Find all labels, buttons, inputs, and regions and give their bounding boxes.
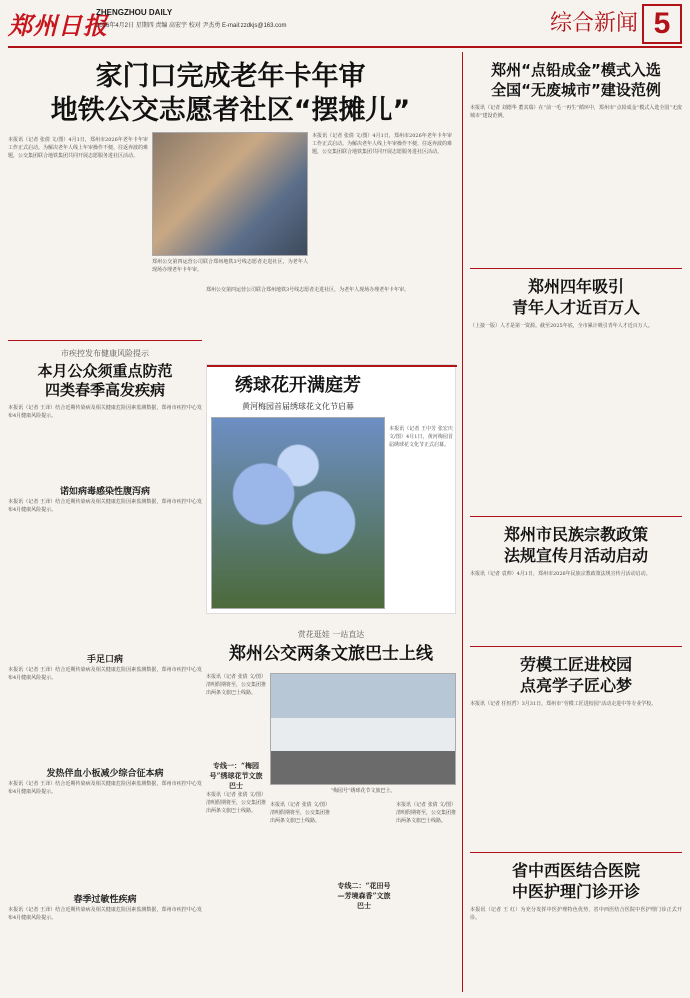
flower-subheadline: 黄河梅园首届绣球花文化节启幕	[242, 402, 354, 411]
lead-headline	[8, 60, 453, 128]
flower-top-rule	[207, 365, 457, 367]
lead-headline-line2: 地铁公交志愿者社区“摆摊儿”	[50, 95, 411, 126]
disease-headline-line2: 四类春季高发疾病	[44, 381, 165, 399]
lead-body-text: 本报讯（记者 张倩 文/图）4月1日，郑州市2026年老年卡年审工作正式启动。为解决老年人线上年审操作不便、往返奔波的难题，公交集团联合地铁集团共同开展志愿服务进社区活动。	[8, 137, 148, 159]
right-article-2-body: （上接一版）人才是第一资源。截至2025年底，全市累计吸引青年人才近百万人。	[470, 323, 653, 329]
bus-body-text: 本报讯（记者 张倩 文/图）清明假期将至，公交集团推出两条文旅巴士线路。	[206, 674, 266, 696]
disease-heading-hfmd: 手足口病	[86, 655, 123, 665]
section-title: 综合新闻	[549, 11, 638, 36]
right-article-3-body: 本报讯（记者 袁帅）4月1日，郑州市2026年民族宗教政策法规宣传月活动启动。	[470, 571, 651, 577]
right-article-5-headline-line1: 省中西医结合医院	[511, 861, 640, 880]
disease-headline-line1: 本月公众须重点防范	[37, 362, 173, 380]
lead-photo-caption: 郑州公交第四运营公司联合郑州地铁3号线志愿者走进社区，为老年人现场办理老年卡年审。	[152, 259, 308, 273]
flower-photo	[211, 417, 385, 609]
right-article-4-body: 本报讯（记者 任恒哲）3月31日，郑州市“劳模工匠进校园”活动走进中等专业学校。	[470, 701, 657, 707]
disease-text-sfts: 本报讯（记者 王译）结合近期传染病及相关健康危险因素监测数据，郑州市疾控中心发布4月健康风险提示。	[8, 781, 202, 795]
disease-kicker: 市疾控发布健康风险提示	[61, 349, 149, 358]
lead-body-text-2: 本报讯（记者 张倩 文/图）4月1日，郑州市2026年老年卡年审工作正式启动。为解决老年人线上年审操作不便、往返奔波的难题，公交集团联合地铁集团共同开展志愿服务进社区活动。	[312, 133, 452, 155]
right-article-3-headline	[470, 524, 682, 566]
newspaper-logo: 郑州日报	[8, 11, 108, 40]
right-divider-2	[470, 516, 682, 517]
right-article-1-headline-line2: 全国“无废城市”建设范例	[491, 81, 661, 99]
masthead	[0, 0, 690, 50]
disease-text-hfmd: 本报讯（记者 王译）结合近期传染病及相关健康危险因素监测数据，郑州市疾控中心发布4月健康风险提示。	[8, 667, 202, 681]
bus-photo-caption: “梅园号”绣球花节文旅巴士。	[330, 788, 396, 794]
right-article-3-headline-line1: 郑州市民族宗教政策	[503, 525, 648, 544]
flower-body-text: 本报讯（记者 王中芳 张宏庆 文/图）4月1日，黄河梅园首届绣球花文化节正式启幕。	[389, 426, 453, 448]
left-divider	[8, 340, 202, 341]
right-article-2-headline-line1: 郑州四年吸引	[527, 277, 624, 296]
right-article-5-headline	[470, 860, 682, 902]
right-article-1-headline	[470, 60, 682, 100]
right-article-2-headline-line2: 青年人才近百万人	[511, 298, 640, 317]
page-number: 5	[642, 4, 682, 44]
lead-photo	[152, 132, 308, 256]
bus-body-text-3: 本报讯（记者 张倩 文/图）清明假期将至，公交集团推出两条文旅巴士线路。	[270, 802, 330, 824]
right-article-4-headline-line2: 点亮学子匠心梦	[519, 676, 632, 695]
right-divider-4	[470, 852, 682, 853]
lead-headline-line1: 家门口完成老年卡年审	[95, 61, 366, 92]
bus-body-text-4: 本报讯（记者 张倩 文/图）清明假期将至，公交集团推出两条文旅巴士线路。	[396, 802, 456, 824]
flower-article-panel	[206, 364, 456, 614]
issue-line: 2026年4月2日 星期四 责编 高宏宇 校对 尹杰勇 E-mail:zzdkjs@163.com	[96, 23, 287, 29]
disease-heading-sfts: 发热伴血小板减少综合征本病	[46, 769, 164, 779]
bus-headline: 郑州公交两条文旅巴士上线	[229, 644, 433, 664]
right-article-1-body: 本报讯（记者 刘德华 董其瑞）在“前一毛一再生”循环中，郑州市“点铅成金”模式入选全国“无废城市”建设范例。	[470, 105, 682, 119]
disease-intro: 本报讯（记者 王译）结合近期传染病及相关健康危险因素监测数据，郑州市疾控中心发布4月健康风险提示。	[8, 405, 202, 419]
right-article-5-body: 本报讯（记者 王 红）为充分发挥中医护理特色优势，省中西医结合医院中医护理门诊正式开诊。	[470, 907, 682, 921]
right-article-4-headline-line1: 劳模工匠进校园	[519, 655, 632, 674]
bus-section-1: 专线一：“梅园号”绣球花节文旅巴士	[209, 761, 263, 790]
disease-heading-norovirus: 诺如病毒感染性腹泻病	[59, 487, 150, 497]
bus-photo	[270, 673, 456, 785]
disease-headline	[8, 362, 202, 400]
bus-article-panel	[206, 625, 456, 998]
bus-section-2: 专线二：“花田号—芳境森香”文旅巴士	[337, 881, 391, 910]
right-divider-1	[470, 268, 682, 269]
newspaper-english-name: ZHENGZHOU DAILY	[96, 8, 173, 17]
bus-body-text-2: 本报讯（记者 张倩 文/图）清明假期将至，公交集团推出两条文旅巴士线路。	[206, 792, 266, 814]
disease-heading-allergy: 春季过敏性疾病	[73, 895, 137, 905]
bus-kicker: 赏花逛娃 一站直达	[297, 630, 365, 639]
disease-text-norovirus: 本报讯（记者 王译）结合近期传染病及相关健康危险因素监测数据，郑州市疾控中心发布4月健康风险提示。	[8, 499, 202, 513]
right-article-1-headline-line1: 郑州“点铅成金”模式入选	[491, 61, 661, 79]
right-divider-3	[470, 646, 682, 647]
right-article-2-headline	[470, 276, 682, 318]
disease-text-allergy: 本报讯（记者 王译）结合近期传染病及相关健康危险因素监测数据，郑州市疾控中心发布4月健康风险提示。	[8, 907, 202, 921]
flower-headline: 绣球花开满庭芳	[235, 375, 361, 396]
right-article-5-headline-line2: 中医护理门诊开诊	[511, 882, 640, 901]
right-column-rule	[462, 52, 463, 992]
masthead-rule	[8, 46, 682, 48]
right-article-4-headline	[470, 654, 682, 696]
right-article-3-headline-line2: 法规宣传月活动启动	[503, 546, 648, 565]
lead-body-text-3: 郑州公交第四运营公司联合郑州地铁3号线志愿者走进社区，为老年人现场办理老年卡年审。	[206, 287, 410, 293]
